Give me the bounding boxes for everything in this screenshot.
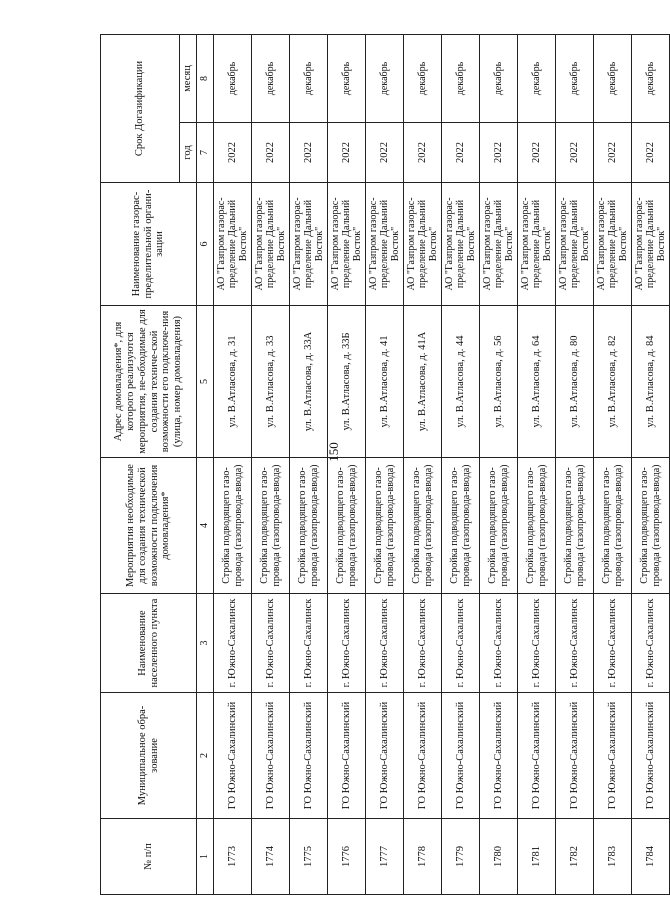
table-row — [252, 34, 290, 894]
month-cell: декабрь — [366, 34, 404, 122]
month-cell: декабрь — [290, 34, 328, 122]
month-cell: декабрь — [594, 34, 632, 122]
row-number: 1783 — [594, 819, 632, 895]
address-cell: ул. В.Атласова, д. 33Б — [328, 306, 366, 458]
year-cell: 2022 — [328, 123, 366, 183]
table-body — [214, 34, 670, 894]
organization-cell: АО "Газпром газорас-пределение Дальний Восток" — [556, 183, 594, 306]
table-row — [404, 34, 442, 894]
organization-cell: АО "Газпром газорас-пределение Дальний Восток" — [328, 183, 366, 306]
activity-cell: Стройка подводящего газо-провода (газопровода-ввода) — [404, 458, 442, 594]
municipality-cell: ГО Южно-Сахалинский — [442, 693, 480, 819]
column-number: 1 — [197, 819, 214, 895]
settlement-cell: г. Южно-Сахалинск — [632, 594, 670, 693]
month-cell: декабрь — [442, 34, 480, 122]
header-organization: Наименование газорас-пределительной органи-зации — [101, 183, 197, 306]
municipality-cell: ГО Южно-Сахалинский — [290, 693, 328, 819]
column-number-row — [197, 34, 214, 894]
month-cell: декабрь — [328, 34, 366, 122]
settlement-cell: г. Южно-Сахалинск — [556, 594, 594, 693]
year-cell: 2022 — [290, 123, 328, 183]
organization-cell: АО "Газпром газорас-пределение Дальний Восток" — [252, 183, 290, 306]
organization-cell: АО "Газпром газорас-пределение Дальний Восток" — [480, 183, 518, 306]
settlement-cell: г. Южно-Сахалинск — [290, 594, 328, 693]
organization-cell: АО "Газпром газорас-пределение Дальний Восток" — [632, 183, 670, 306]
year-cell: 2022 — [404, 123, 442, 183]
municipality-cell: ГО Южно-Сахалинский — [556, 693, 594, 819]
organization-cell: АО "Газпром газорас-пределение Дальний Восток" — [442, 183, 480, 306]
municipality-cell: ГО Южно-Сахалинский — [214, 693, 252, 819]
row-number: 1780 — [480, 819, 518, 895]
table-row — [480, 34, 518, 894]
column-number: 2 — [197, 693, 214, 819]
rotated-table-container — [100, 35, 668, 895]
row-number: 1775 — [290, 819, 328, 895]
activity-cell: Стройка подводящего газо-провода (газопровода-ввода) — [290, 458, 328, 594]
column-number: 3 — [197, 594, 214, 693]
activity-cell: Стройка подводящего газо-провода (газопровода-ввода) — [594, 458, 632, 594]
activity-cell: Стройка подводящего газо-провода (газопровода-ввода) — [632, 458, 670, 594]
table-row — [214, 34, 252, 894]
table-row — [442, 34, 480, 894]
address-cell: ул. В.Атласова, д. 31 — [214, 306, 252, 458]
table-row — [594, 34, 632, 894]
organization-cell: АО "Газпром газорас-пределение Дальний Восток" — [366, 183, 404, 306]
settlement-cell: г. Южно-Сахалинск — [480, 594, 518, 693]
table-row — [556, 34, 594, 894]
header-municipality: Муниципальное обра-зование — [101, 693, 197, 819]
row-number: 1777 — [366, 819, 404, 895]
row-number: 1781 — [518, 819, 556, 895]
year-cell: 2022 — [518, 123, 556, 183]
organization-cell: АО "Газпром газорас-пределение Дальний Восток" — [214, 183, 252, 306]
month-cell: декабрь — [214, 34, 252, 122]
activity-cell: Стройка подводящего газо-провода (газопровода-ввода) — [328, 458, 366, 594]
year-cell: 2022 — [366, 123, 404, 183]
column-number: 5 — [197, 306, 214, 458]
month-cell: декабрь — [632, 34, 670, 122]
address-cell: ул. В.Атласова, д. 80 — [556, 306, 594, 458]
activity-cell: Стройка подводящего газо-провода (газопровода-ввода) — [556, 458, 594, 594]
row-number: 1774 — [252, 819, 290, 895]
activity-cell: Стройка подводящего газо-провода (газопровода-ввода) — [480, 458, 518, 594]
table-row — [366, 34, 404, 894]
row-number: 1784 — [632, 819, 670, 895]
table-row — [518, 34, 556, 894]
header-settlement: Наименование населенного пункта — [101, 594, 197, 693]
header-term: Срок Догазификации — [101, 34, 180, 182]
page-number: 150 — [326, 442, 341, 462]
header-month: месяц — [180, 34, 197, 122]
organization-cell: АО "Газпром газорас-пределение Дальний Восток" — [518, 183, 556, 306]
row-number: 1776 — [328, 819, 366, 895]
header-no: № п/п — [101, 819, 197, 895]
year-cell: 2022 — [556, 123, 594, 183]
header-activities: Мероприятия необходимые для создания технической возможности подключения домовладения* — [101, 458, 197, 594]
settlement-cell: г. Южно-Сахалинск — [214, 594, 252, 693]
year-cell: 2022 — [442, 123, 480, 183]
header-year: год — [180, 123, 197, 183]
month-cell: декабрь — [252, 34, 290, 122]
settlement-cell: г. Южно-Сахалинск — [594, 594, 632, 693]
month-cell: декабрь — [404, 34, 442, 122]
address-cell: ул. В.Атласова, д. 56 — [480, 306, 518, 458]
column-number: 7 — [197, 123, 214, 183]
column-number: 8 — [197, 34, 214, 122]
row-number: 1773 — [214, 819, 252, 895]
header-address: Адрес домовладения*, для которого реализуются мероприятия, не-обходимые для создания техниче-ской возможности его подключе-ния (улица, номер домовладения) — [101, 306, 197, 458]
year-cell: 2022 — [594, 123, 632, 183]
municipality-cell: ГО Южно-Сахалинский — [328, 693, 366, 819]
month-cell: декабрь — [556, 34, 594, 122]
address-cell: ул. В.Атласова, д. 84 — [632, 306, 670, 458]
year-cell: 2022 — [252, 123, 290, 183]
municipality-cell: ГО Южно-Сахалинский — [252, 693, 290, 819]
settlement-cell: г. Южно-Сахалинск — [518, 594, 556, 693]
table-row — [290, 34, 328, 894]
gasification-table — [100, 34, 670, 895]
address-cell: ул. В.Атласова, д. 33 — [252, 306, 290, 458]
organization-cell: АО "Газпром газорас-пределение Дальний Восток" — [290, 183, 328, 306]
column-number: 6 — [197, 183, 214, 306]
row-number: 1779 — [442, 819, 480, 895]
year-cell: 2022 — [214, 123, 252, 183]
table-row — [632, 34, 670, 894]
address-cell: ул. В.Атласова, д. 44 — [442, 306, 480, 458]
activity-cell: Стройка подводящего газо-провода (газопровода-ввода) — [442, 458, 480, 594]
municipality-cell: ГО Южно-Сахалинский — [366, 693, 404, 819]
month-cell: декабрь — [480, 34, 518, 122]
organization-cell: АО "Газпром газорас-пределение Дальний Восток" — [594, 183, 632, 306]
municipality-cell: ГО Южно-Сахалинский — [480, 693, 518, 819]
address-cell: ул. В.Атласова, д. 33А — [290, 306, 328, 458]
address-cell: ул. В.Атласова, д. 64 — [518, 306, 556, 458]
settlement-cell: г. Южно-Сахалинск — [252, 594, 290, 693]
year-cell: 2022 — [480, 123, 518, 183]
municipality-cell: ГО Южно-Сахалинский — [632, 693, 670, 819]
settlement-cell: г. Южно-Сахалинск — [366, 594, 404, 693]
municipality-cell: ГО Южно-Сахалинский — [404, 693, 442, 819]
municipality-cell: ГО Южно-Сахалинский — [594, 693, 632, 819]
organization-cell: АО "Газпром газорас-пределение Дальний Восток" — [404, 183, 442, 306]
row-number: 1778 — [404, 819, 442, 895]
header-row — [101, 34, 180, 894]
month-cell: декабрь — [518, 34, 556, 122]
table-row — [328, 34, 366, 894]
address-cell: ул. В.Атласова, д. 82 — [594, 306, 632, 458]
settlement-cell: г. Южно-Сахалинск — [328, 594, 366, 693]
address-cell: ул. В.Атласова, д. 41А — [404, 306, 442, 458]
row-number: 1782 — [556, 819, 594, 895]
settlement-cell: г. Южно-Сахалинск — [404, 594, 442, 693]
column-number: 4 — [197, 458, 214, 594]
activity-cell: Стройка подводящего газо-провода (газопровода-ввода) — [214, 458, 252, 594]
municipality-cell: ГО Южно-Сахалинский — [518, 693, 556, 819]
activity-cell: Стройка подводящего газо-провода (газопровода-ввода) — [366, 458, 404, 594]
address-cell: ул. В.Атласова, д. 41 — [366, 306, 404, 458]
activity-cell: Стройка подводящего газо-провода (газопровода-ввода) — [518, 458, 556, 594]
activity-cell: Стройка подводящего газо-провода (газопровода-ввода) — [252, 458, 290, 594]
settlement-cell: г. Южно-Сахалинск — [442, 594, 480, 693]
year-cell: 2022 — [632, 123, 670, 183]
